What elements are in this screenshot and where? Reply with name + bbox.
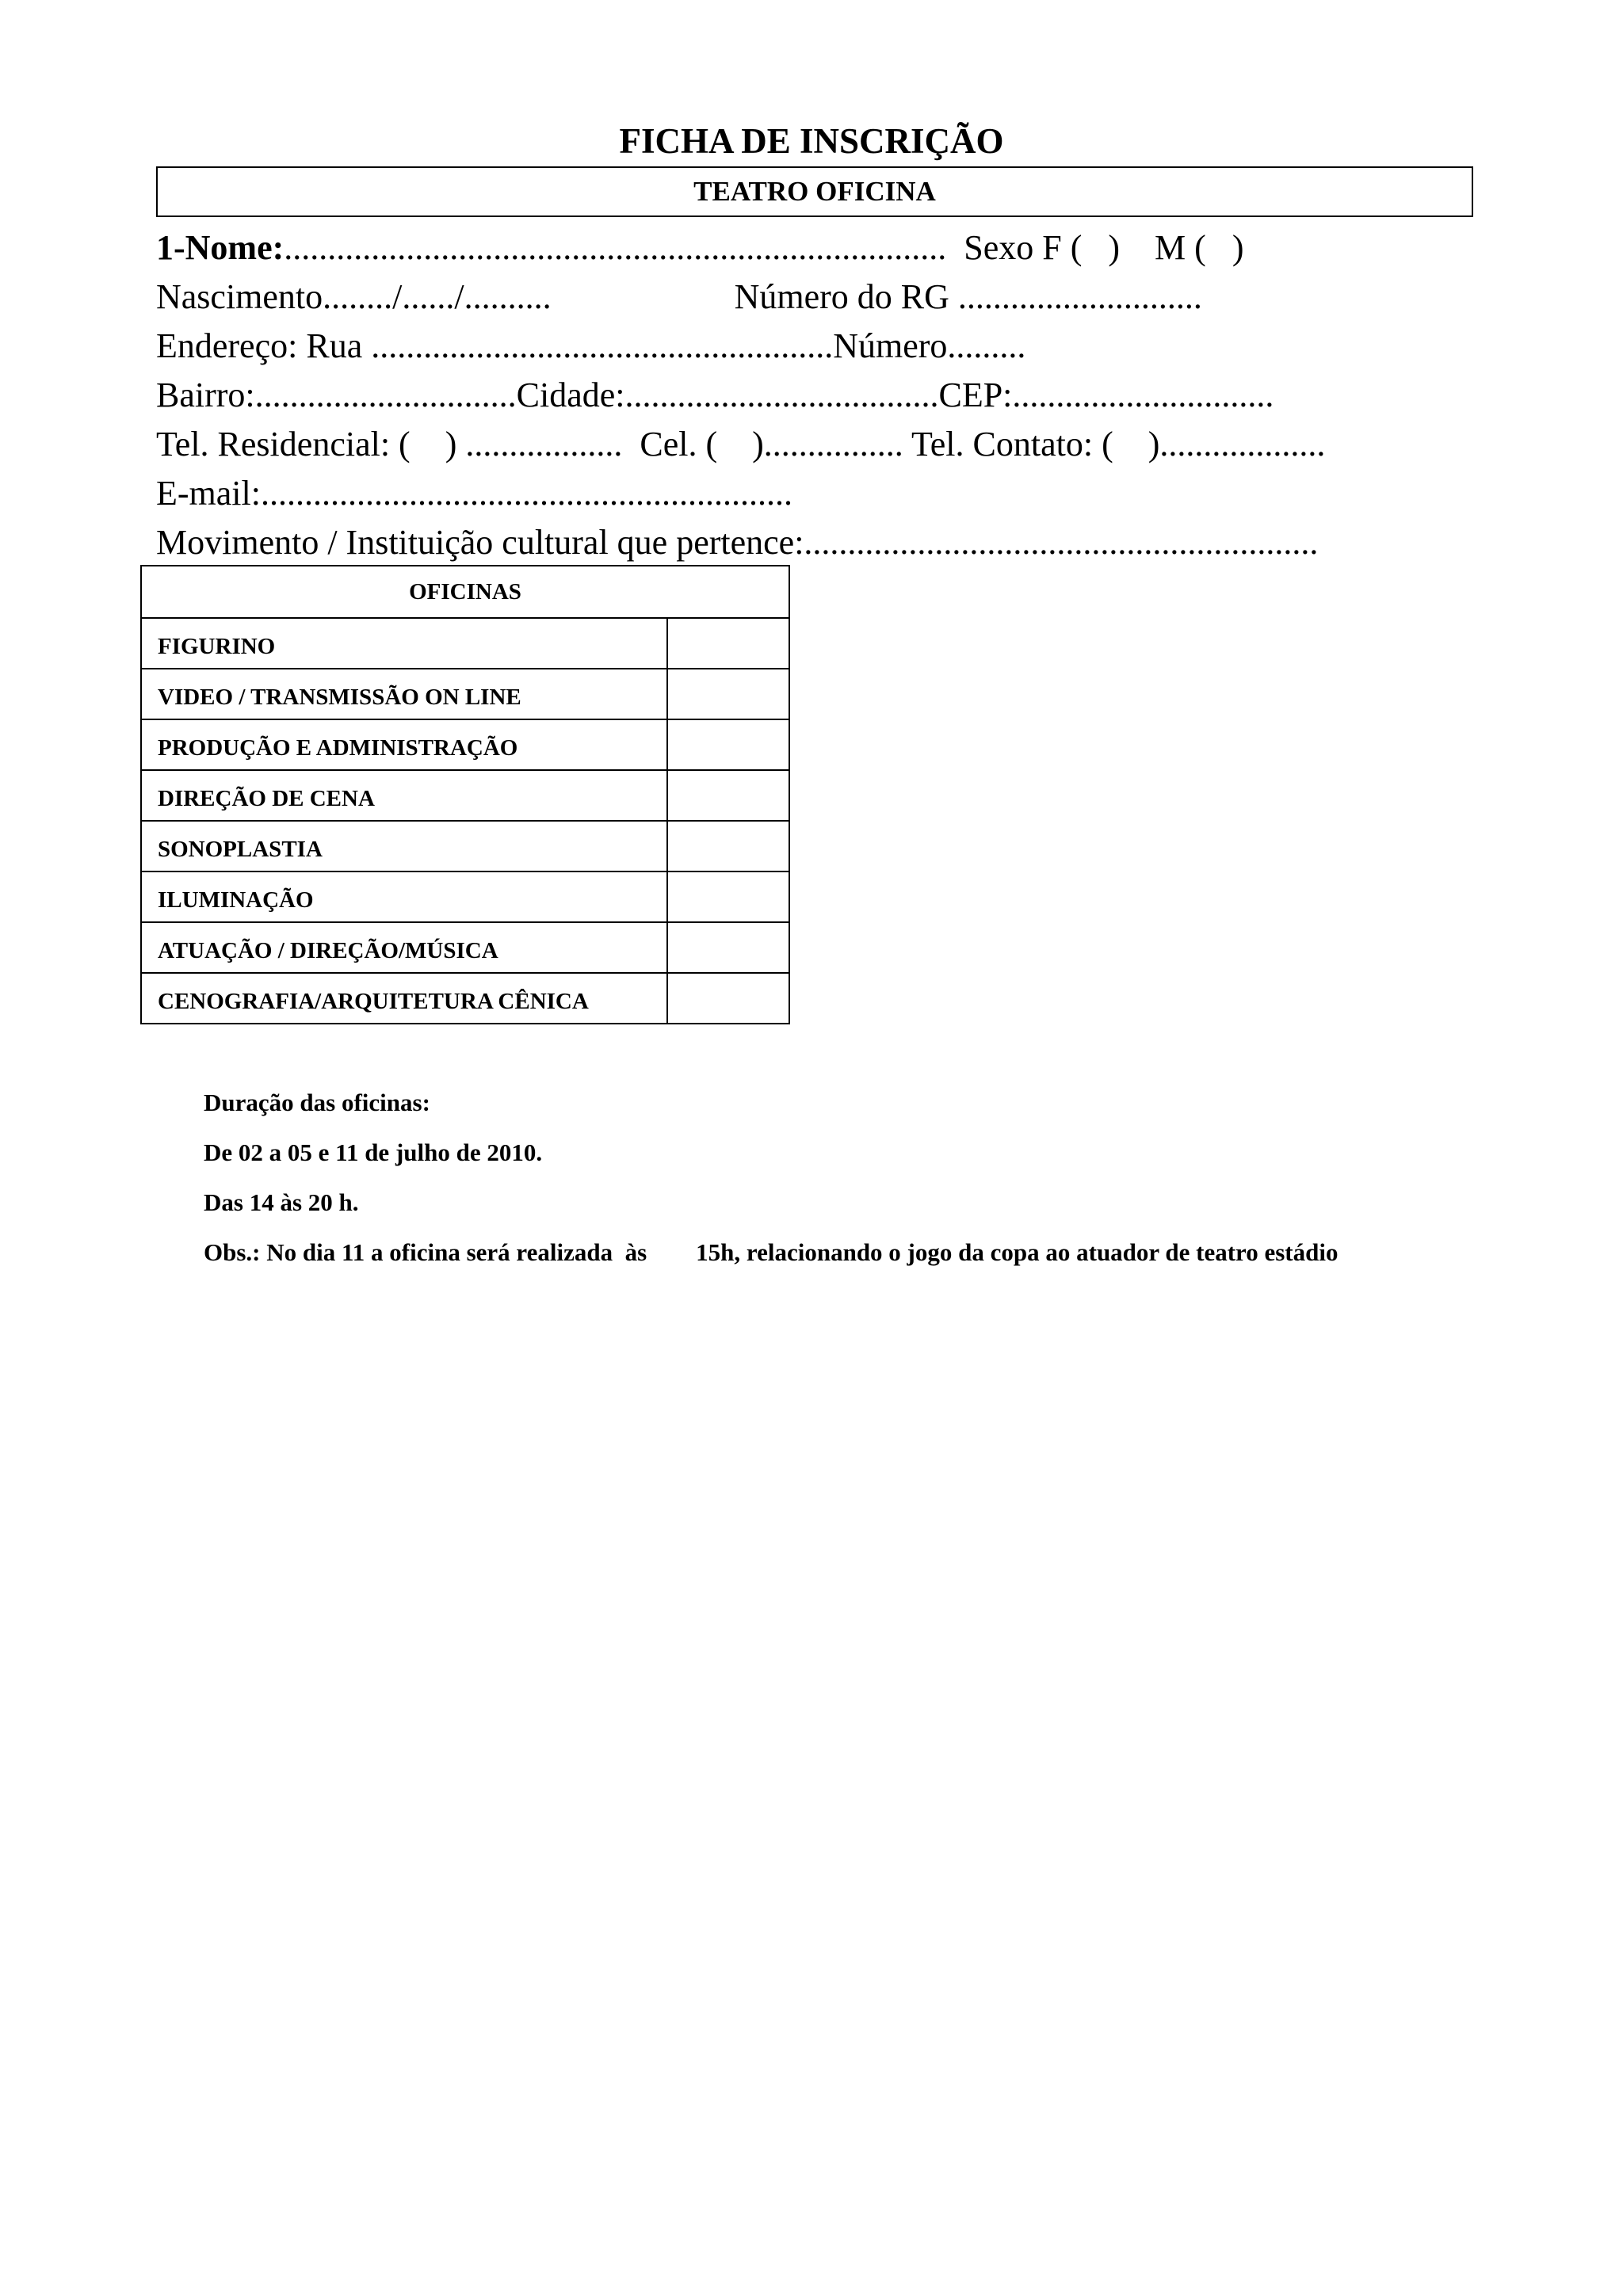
email-line: E-mail:............................................................. [156, 474, 792, 513]
table-row [141, 669, 789, 719]
table-row [141, 973, 789, 1024]
district-line: Bairro:..............................Cidade:....................................CEP:.............................. [156, 376, 1274, 414]
birth-line: Nascimento......../....../.......... Número do RG ............................ [156, 277, 1202, 316]
workshop-label: ILUMINAÇÃO [141, 871, 667, 922]
name-label: 1-Nome: [156, 228, 285, 267]
workshop-checkbox[interactable] [667, 770, 789, 821]
address-line: Endereço: Rua .....................................................Número......... [156, 326, 1026, 365]
duration-hours: Das 14 às 20 h. [204, 1188, 359, 1216]
workshop-checkbox[interactable] [667, 871, 789, 922]
duration-dates: De 02 a 05 e 11 de julho de 2010. [204, 1138, 543, 1166]
table-row [141, 618, 789, 669]
workshop-checkbox[interactable] [667, 618, 789, 669]
workshop-label: VIDEO / TRANSMISSÃO ON LINE [141, 669, 667, 719]
table-row [141, 719, 789, 770]
observation-note: Obs.: No dia 11 a oficina será realizada às 15h, relacionando o jogo da copa ao atuador de teatro estádio [204, 1238, 1338, 1266]
duration-label: Duração das oficinas: [204, 1089, 430, 1116]
table-row [141, 922, 789, 973]
workshops-header: OFICINAS [141, 566, 789, 618]
name-line [156, 225, 1487, 271]
form-subtitle: TEATRO OFICINA [156, 166, 1473, 217]
workshop-checkbox[interactable] [667, 719, 789, 770]
workshop-label: DIREÇÃO DE CENA [141, 770, 667, 821]
name-fields: ............................................................................ Sexo F ( ) M ( ) [284, 228, 1244, 267]
workshop-label: ATUAÇÃO / DIREÇÃO/MÚSICA [141, 922, 667, 973]
workshop-checkbox[interactable] [667, 973, 789, 1024]
workshop-label: SONOPLASTIA [141, 821, 667, 871]
table-row [141, 871, 789, 922]
table-row [141, 821, 789, 871]
movement-line: Movimento / Instituição cultural que pertence:........................................................... [156, 523, 1319, 562]
phone-line: Tel. Residencial: ( ) .................. Cel. ( )................ Tel. Contato: ( )................... [156, 425, 1326, 463]
workshops-table [140, 565, 790, 1024]
workshop-label: FIGURINO [141, 618, 667, 669]
table-row [141, 770, 789, 821]
workshop-checkbox[interactable] [667, 821, 789, 871]
workshop-checkbox[interactable] [667, 922, 789, 973]
workshop-checkbox[interactable] [667, 669, 789, 719]
workshop-label: CENOGRAFIA/ARQUITETURA CÊNICA [141, 973, 667, 1024]
form-title: FICHA DE INSCRIÇÃO [619, 121, 1004, 161]
workshop-label: PRODUÇÃO E ADMINISTRAÇÃO [141, 719, 667, 770]
